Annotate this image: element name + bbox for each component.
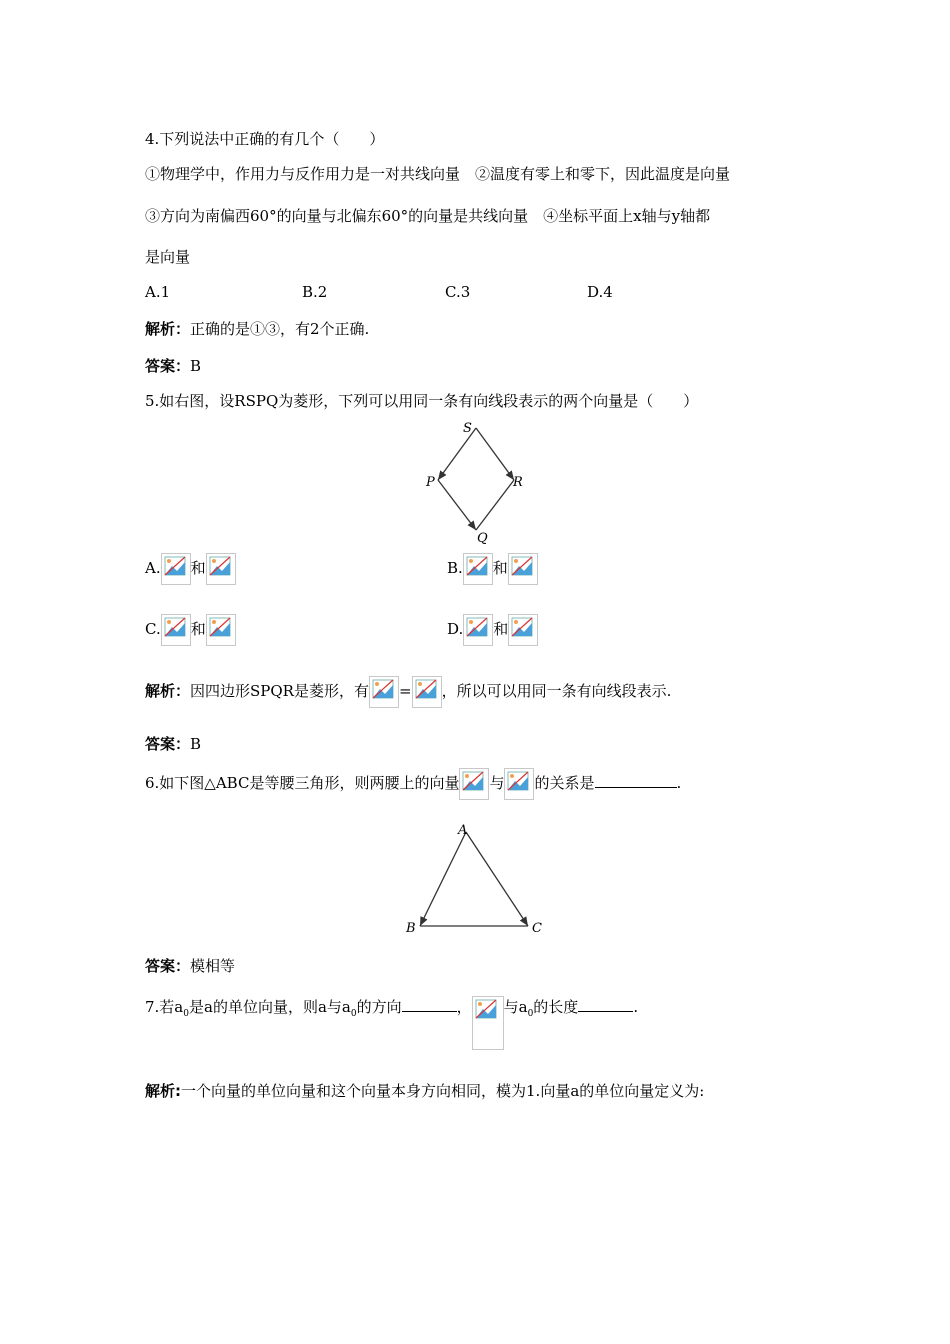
analysis-label: 解析： <box>145 320 191 338</box>
q5-option-c <box>145 614 236 646</box>
triangle-figure <box>400 820 550 938</box>
analysis-label: 解析： <box>145 682 191 700</box>
broken-image-icon <box>206 553 236 585</box>
vertex-label-c: C <box>532 921 542 936</box>
stem-text-d: ， <box>456 998 472 1016</box>
and-text: 和 <box>492 559 508 577</box>
q4-option-c: C.3 <box>445 283 471 301</box>
broken-image-icon <box>463 614 493 646</box>
equals-sign: = <box>398 682 412 700</box>
option-label: C. <box>145 620 161 638</box>
subscript-0: 0 <box>350 1009 357 1019</box>
stem-end: . <box>676 774 682 792</box>
q6-answer <box>145 955 235 976</box>
edge-pq <box>438 480 476 530</box>
q4-option-a: A.1 <box>145 283 171 301</box>
broken-image-icon <box>206 614 236 646</box>
q6-stem <box>145 768 681 800</box>
answer-label: 答案： <box>145 735 191 753</box>
answer-blank <box>595 773 677 788</box>
vertex-label-s: S <box>463 421 472 436</box>
stem-text-f: 的长度 <box>533 998 579 1016</box>
stem-end: . <box>633 998 639 1016</box>
answer-blank <box>578 997 633 1012</box>
q4-statement-1: ①物理学中，作用力与反作用力是一对共线向量 ②温度有零上和零下，因此温度是向量 <box>145 165 731 183</box>
subscript-0: 0 <box>183 1009 189 1019</box>
stem-text-e: 与a <box>503 998 528 1016</box>
stem-text-a: 6.如下图△ABC是等腰三角形，则两腰上的向量 <box>145 774 460 792</box>
q4-answer <box>145 355 201 376</box>
analysis-label: 解析: <box>145 1082 181 1100</box>
rhombus-figure <box>420 418 530 546</box>
answer-text: B <box>190 735 202 753</box>
analysis-text-a: 因四边形SPQR是菱形，有 <box>190 682 369 700</box>
q5-option-b <box>447 553 538 585</box>
broken-image-icon <box>161 553 191 585</box>
and-text: 和 <box>493 620 509 638</box>
stem-text-a: 7.若a <box>145 998 184 1016</box>
broken-image-icon <box>459 768 489 800</box>
broken-image-icon <box>508 553 538 585</box>
q5-stem: 5.如右图，设RSPQ为菱形，下列可以用同一条有向线段表示的两个向量是（ ） <box>145 392 699 410</box>
vertex-label-p: P <box>426 475 435 490</box>
q5-analysis <box>145 676 671 708</box>
q5-answer <box>145 733 201 754</box>
edge-ac <box>466 832 528 926</box>
q4-stem: 4.下列说法中正确的有几个（ ） <box>145 130 385 148</box>
answer-text: B <box>190 357 202 375</box>
q4-analysis <box>145 318 369 339</box>
vertex-label-r: R <box>513 475 523 490</box>
stem-text-b: 是a的单位向量，则a与a <box>189 998 351 1016</box>
edge-ab <box>420 832 466 926</box>
subscript-0: 0 <box>527 1009 534 1019</box>
broken-image-icon <box>463 553 493 585</box>
edge-qr <box>476 480 514 530</box>
q4-option-d: D.4 <box>587 283 613 301</box>
edge-sr <box>476 428 514 480</box>
q4-option-b: B.2 <box>302 283 328 301</box>
stem-text-b: 的关系是 <box>534 774 595 792</box>
q4-statement-3: 是向量 <box>145 248 191 266</box>
analysis-text-b: ，所以可以用同一条有向线段表示. <box>441 682 672 700</box>
analysis-text: 正确的是①③，有2个正确. <box>190 320 370 338</box>
vertex-label-a: A <box>458 823 468 838</box>
broken-image-icon <box>412 676 442 708</box>
and-text: 和 <box>190 559 206 577</box>
vertex-label-b: B <box>406 921 416 936</box>
q4-statement-2: ③方向为南偏西60°的向量与北偏东60°的向量是共线向量 ④坐标平面上x轴与y轴都 <box>145 207 711 225</box>
option-label: A. <box>145 559 161 577</box>
broken-image-icon <box>369 676 399 708</box>
q7-analysis <box>145 1080 704 1101</box>
answer-text: 模相等 <box>190 957 236 975</box>
analysis-text: 一个向量的单位向量和这个向量本身方向相同，模为1.向量a的单位向量定义为: <box>181 1082 705 1100</box>
option-label: D. <box>447 620 464 638</box>
option-label: B. <box>447 559 463 577</box>
q7-stem <box>145 996 638 1050</box>
answer-label: 答案： <box>145 357 191 375</box>
vertex-label-q: Q <box>477 531 488 546</box>
q5-option-d <box>447 614 538 646</box>
broken-image-icon <box>508 614 538 646</box>
stem-text-c: 的方向 <box>356 998 402 1016</box>
answer-label: 答案： <box>145 957 191 975</box>
broken-image-icon <box>472 996 504 1050</box>
broken-image-icon <box>161 614 191 646</box>
broken-image-icon <box>504 768 534 800</box>
answer-blank <box>402 997 457 1012</box>
q5-option-a <box>145 553 236 585</box>
and-text: 与 <box>489 774 505 792</box>
and-text: 和 <box>190 620 206 638</box>
